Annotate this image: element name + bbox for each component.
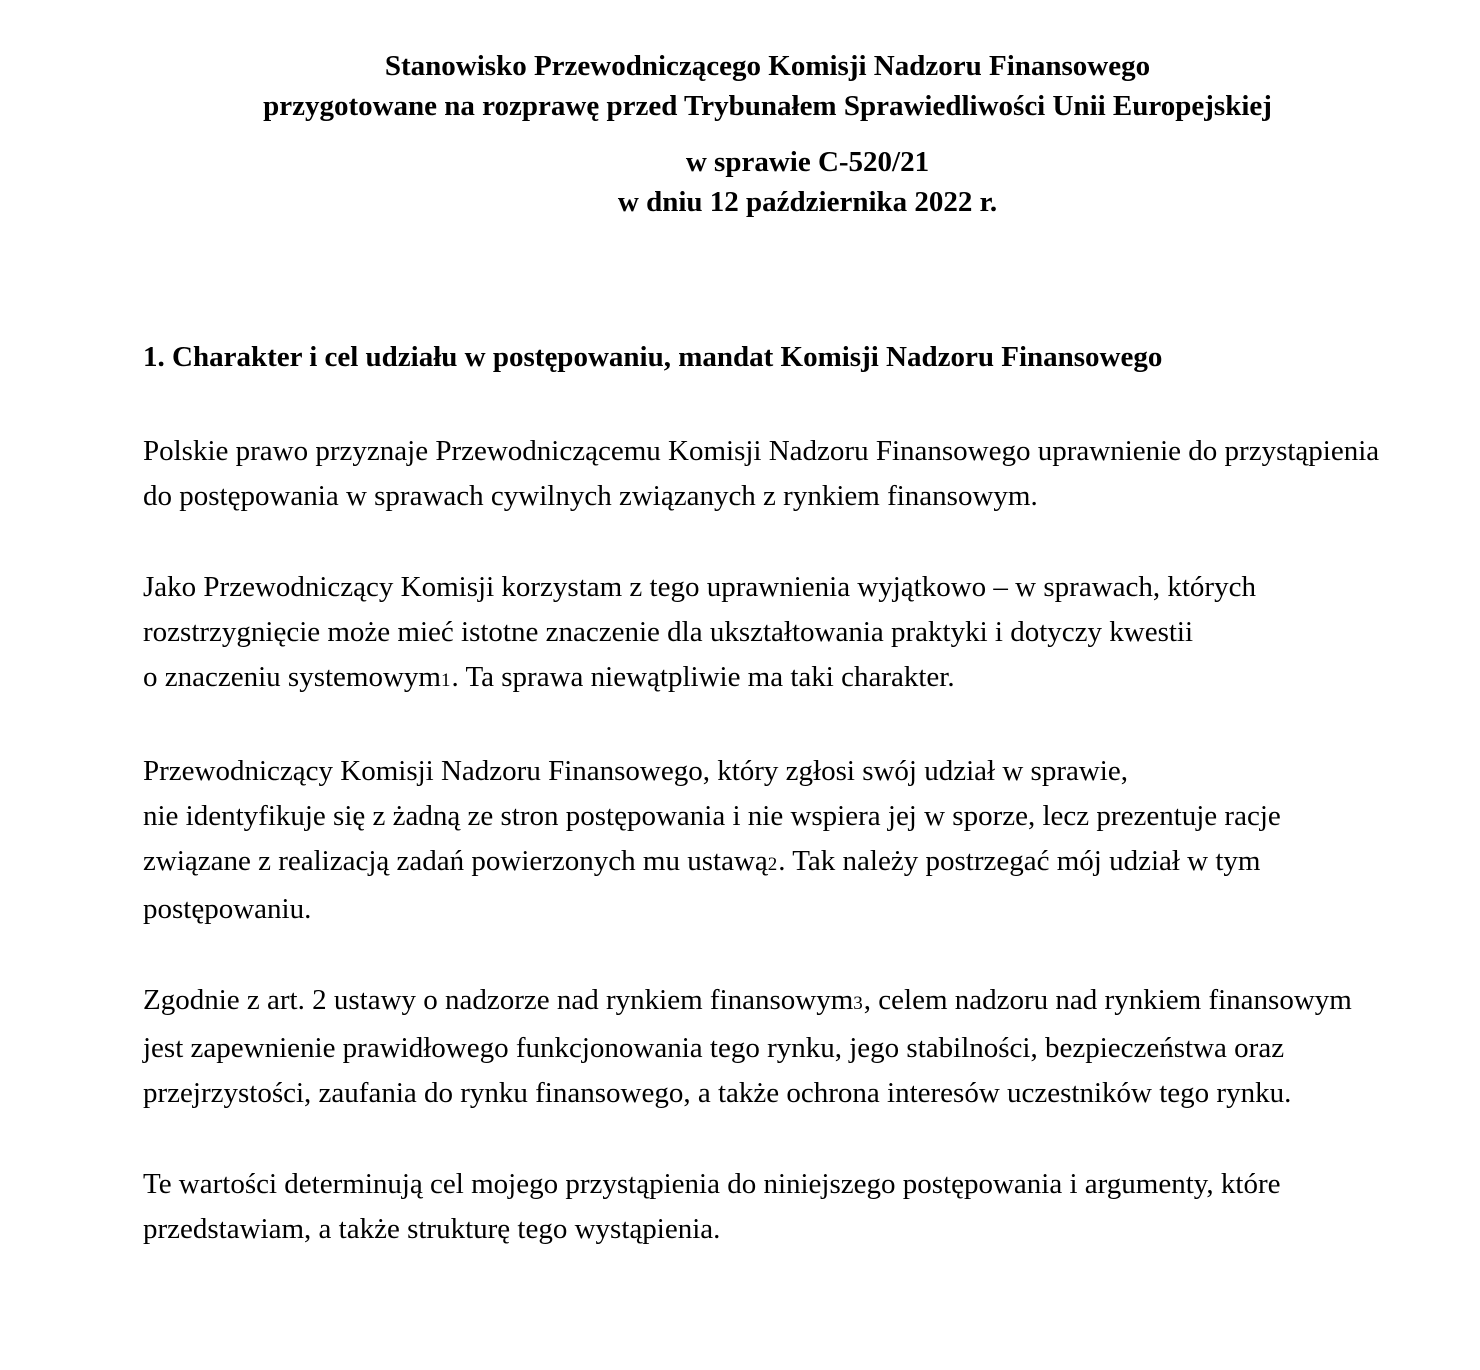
paragraph: Przewodniczący Komisji Nadzoru Finansowego, który zgłosi swój udział w sprawie, nie identyfikuje się z żadną ze stron postępowania i nie wspiera jej w sporze, lecz prezentuje racje związane z realizacją zadań powierzonych mu ustawą2. Tak należy postrzegać mój udział w tym postępowaniu. bbox=[143, 755, 1281, 925]
case-block bbox=[223, 142, 1392, 222]
footnote-reference: 3 bbox=[853, 993, 864, 1014]
paragraph: Polskie prawo przyznaje Przewodniczącemu Komisji Nadzoru Finansowego uprawnienie do przystąpienia do postępowania w sprawach cywilnych związanych z rynkiem finansowym. bbox=[143, 435, 1380, 512]
footnote-reference: 2 bbox=[767, 854, 779, 875]
document-title-line2: przygotowane na rozprawę przed Trybunałem Sprawiedliwości Unii Europejskiej bbox=[263, 90, 1272, 122]
document-title bbox=[143, 46, 1392, 126]
document-body bbox=[143, 429, 1392, 1252]
paragraph: Zgodnie z art. 2 ustawy o nadzorze nad rynkiem finansowym3, celem nadzoru nad rynkiem finansowym jest zapewnienie prawidłowego funkcjonowania tego rynku, jego stabilności, bezpieczeństwa oraz przejrzystości, zaufania do rynku finansowego, a także ochrona interesów uczestników tego rynku. bbox=[143, 984, 1352, 1109]
section-heading: 1. Charakter i cel udziału w postępowaniu, mandat Komisji Nadzoru Finansowego bbox=[143, 341, 1163, 373]
paragraph: Te wartości determinują cel mojego przystąpienia do niniejszego postępowania i argumenty, które przedstawiam, a także strukturę tego wystąpienia. bbox=[143, 1168, 1281, 1245]
footnote-reference: 1 bbox=[440, 670, 452, 691]
hearing-date-line: w dniu 12 października 2022 r. bbox=[617, 186, 998, 218]
paragraph: Jako Przewodniczący Komisji korzystam z tego uprawnienia wyjątkowo – w sprawach, których rozstrzygnięcie może mieć istotne znaczenie dla ukształtowania praktyki i dotyczy kwestii o znaczeniu systemowym1. Ta sprawa niewątpliwie ma taki charakter. bbox=[143, 571, 1256, 693]
case-number-line: w sprawie C-520/21 bbox=[685, 146, 930, 178]
document-title-line1: Stanowisko Przewodniczącego Komisji Nadzoru Finansowego bbox=[384, 50, 1151, 82]
